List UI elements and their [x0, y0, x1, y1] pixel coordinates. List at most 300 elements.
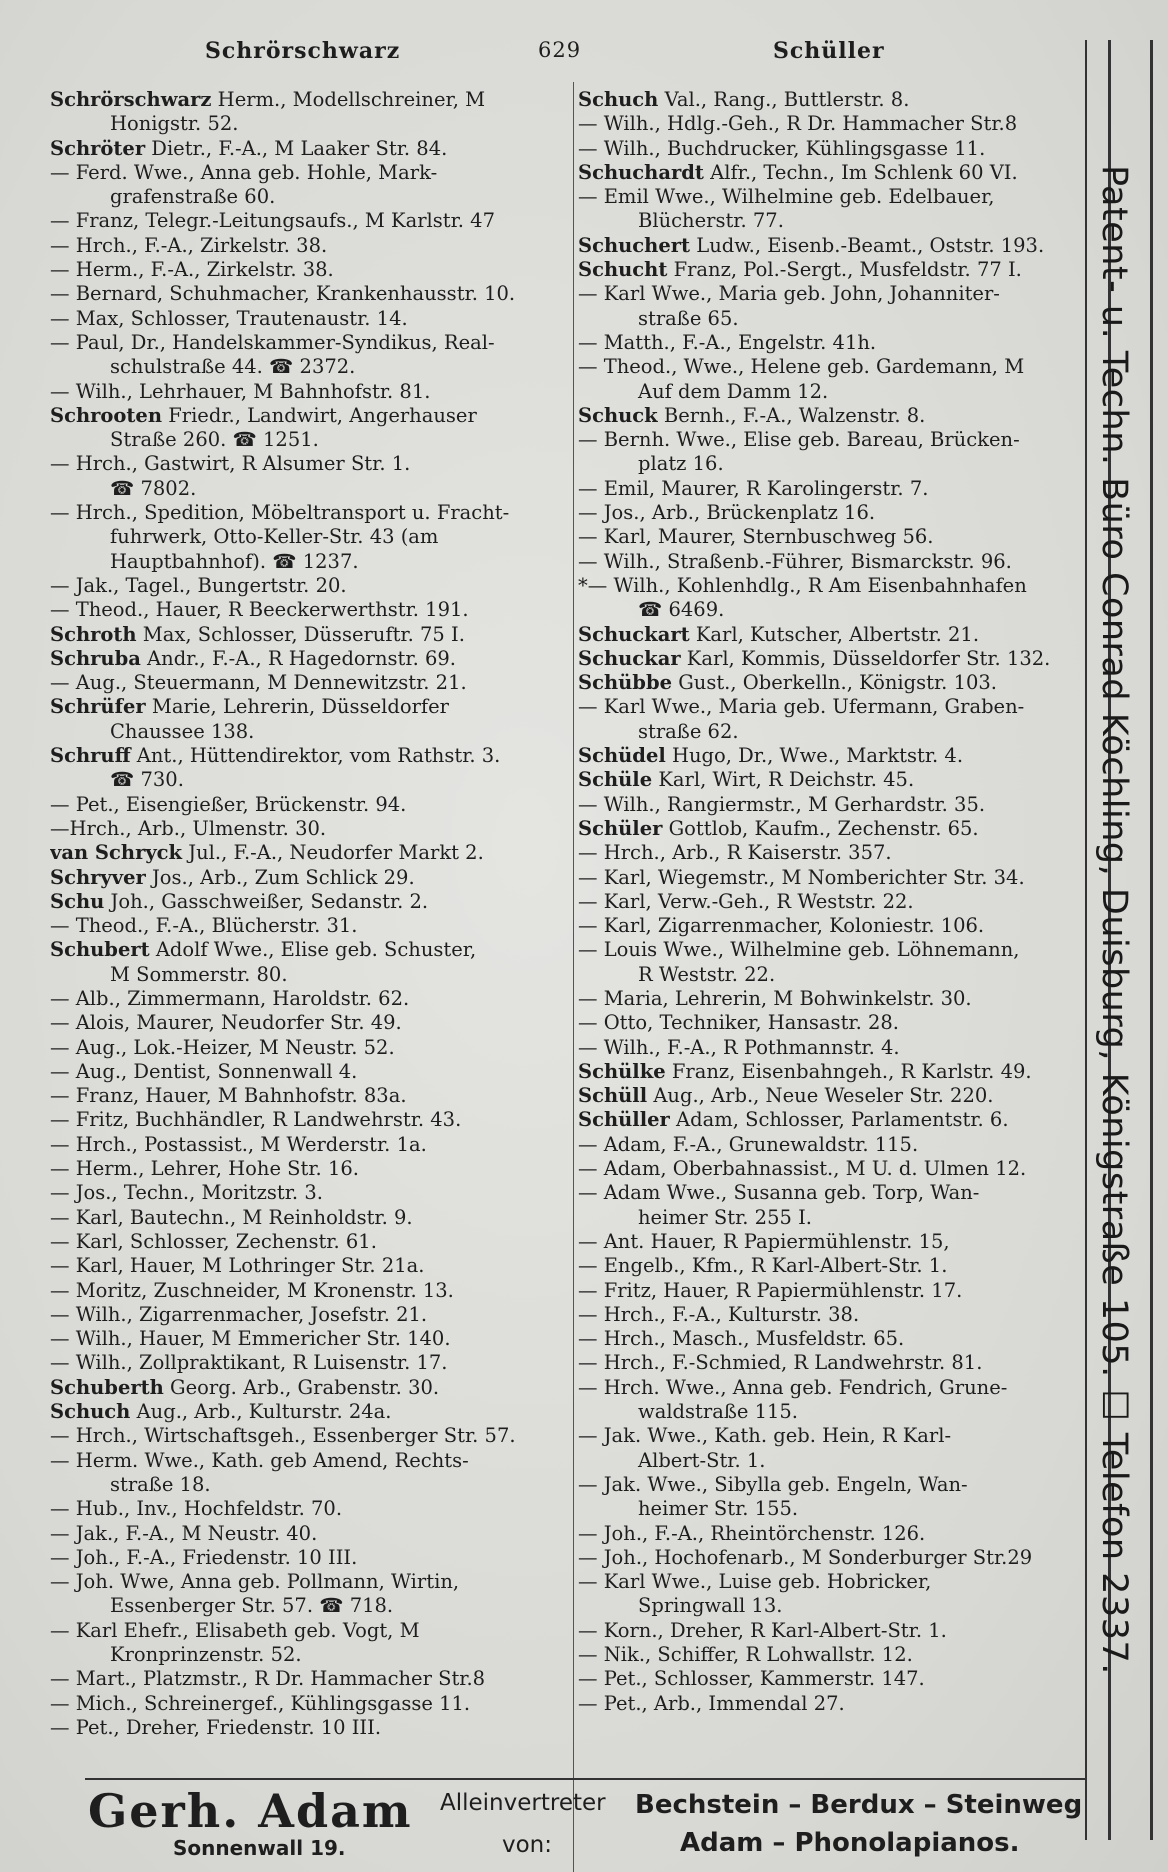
surname-keyword: Schrüfer	[50, 695, 146, 719]
directory-entry-line	[578, 550, 1088, 574]
directory-entry-line	[50, 307, 570, 331]
directory-entry-line	[578, 1279, 1088, 1303]
entry-text: — Karl Wwe., Maria geb. John, Johanniter-	[578, 282, 1000, 306]
entry-text: — Karl Wwe., Maria geb. Ufermann, Graben-	[578, 695, 1025, 719]
entry-text: — Wilh., Hdlg.-Geh., R Dr. Hammacher Str.8	[578, 112, 1018, 136]
directory-entry-line	[50, 1497, 570, 1521]
entry-text: — Wilh., Hauer, M Emmericher Str. 140.	[50, 1327, 451, 1351]
directory-entry-line	[50, 841, 570, 865]
entry-text: Springwall 13.	[638, 1594, 783, 1618]
directory-entry-line	[50, 744, 570, 768]
directory-entry-line	[578, 477, 1088, 501]
entry-text: — Joh., F.-A., Friedenstr. 10 III.	[50, 1545, 358, 1569]
entry-text: — Jak. Wwe., Sibylla geb. Engeln, Wan-	[578, 1472, 968, 1496]
entry-text: Dietr., F.-A., M Laaker Str. 84.	[145, 136, 448, 160]
entry-text: Karl, Wirt, R Deichstr. 45.	[652, 768, 915, 792]
directory-entry-line	[578, 331, 1088, 355]
directory-entry-line	[50, 88, 570, 112]
entry-text: heimer Str. 155.	[638, 1497, 799, 1521]
entry-text: — Hrch., Gastwirt, R Alsumer Str. 1.	[50, 452, 411, 476]
directory-entry-line	[578, 1157, 1088, 1181]
directory-entry-line	[578, 1473, 1088, 1497]
directory-entry-line	[50, 1084, 570, 1108]
entry-text: waldstraße 115.	[638, 1400, 799, 1424]
directory-entry-line	[50, 1133, 570, 1157]
directory-entry-line	[578, 768, 1088, 792]
directory-entry-line	[50, 477, 570, 501]
entry-text: — Adam, Oberbahnassist., M U. d. Ulmen 12.	[578, 1157, 1027, 1181]
directory-entry-line	[578, 841, 1088, 865]
entry-text: — Wilh., Rangiermstr., M Gerhardstr. 35.	[578, 792, 986, 816]
entry-text: — Karl Wwe., Luise geb. Hobricker,	[578, 1570, 932, 1594]
directory-entry-line	[578, 1060, 1088, 1084]
entry-text: — Korn., Dreher, R Karl-Albert-Str. 1.	[578, 1618, 947, 1642]
directory-entry-line	[50, 1473, 570, 1497]
surname-keyword: Schuch	[50, 1400, 131, 1424]
directory-entry-line	[50, 1108, 570, 1132]
entry-text: — Aug., Lok.-Heizer, M Neustr. 52.	[50, 1035, 395, 1059]
surname-keyword: Schrörschwarz	[50, 88, 212, 111]
directory-entry-line	[50, 501, 570, 525]
entry-text: — Alb., Zimmermann, Haroldstr. 62.	[50, 986, 410, 1010]
entry-text: — Karl, Bautechn., M Reinholdstr. 9.	[50, 1205, 413, 1229]
surname-keyword: Schuchardt	[578, 160, 704, 184]
entry-text: Marie, Lehrerin, Düsseldorfer	[145, 695, 449, 719]
entry-text: — Wilh., Buchdrucker, Kühlingsgasse 11.	[578, 136, 986, 160]
entry-text: straße 62.	[638, 719, 739, 743]
directory-entry-line	[578, 1133, 1088, 1157]
entry-text: Essenberger Str. 57. ☎ 718.	[110, 1594, 394, 1618]
entry-text: — Jak. Wwe., Kath. geb. Hein, R Karl-	[578, 1424, 952, 1448]
directory-entry-line	[578, 501, 1088, 525]
directory-entry-line	[578, 671, 1088, 695]
entry-text: R Weststr. 22.	[638, 962, 776, 986]
header-right-keyword: Schüller	[773, 38, 885, 64]
entry-text: — Joh. Wwe, Anna geb. Pollmann, Wirtin,	[50, 1570, 460, 1594]
entry-text: ☎ 7802.	[110, 476, 197, 500]
directory-entry-line	[578, 963, 1088, 987]
directory-entry-line	[578, 1424, 1088, 1448]
surname-keyword: Schruba	[50, 646, 141, 670]
surname-keyword: Schuchert	[578, 233, 691, 257]
directory-entry-line	[578, 209, 1088, 233]
directory-entry-line	[578, 525, 1088, 549]
directory-entry-line	[50, 525, 570, 549]
directory-entry-line	[578, 695, 1088, 719]
entry-text: — Theod., Wwe., Helene geb. Gardemann, M	[578, 355, 1025, 379]
entry-text: — Karl, Zigarrenmacher, Koloniestr. 106.	[578, 914, 985, 938]
entry-text: Auf dem Damm 12.	[638, 379, 829, 403]
directory-entry-line	[578, 1522, 1088, 1546]
directory-entry-line	[578, 380, 1088, 404]
entry-text: ☎ 730.	[110, 768, 184, 792]
directory-entry-line	[578, 137, 1088, 161]
surname-keyword: Schüle	[578, 768, 653, 792]
entry-text: — Bernard, Schuhmacher, Krankenhausstr. 10.	[50, 282, 516, 306]
directory-entry-line	[578, 307, 1088, 331]
entry-text: — Herm., F.-A., Zirkelstr. 38.	[50, 258, 334, 282]
entry-text: — Aug., Dentist, Sonnenwall 4.	[50, 1059, 358, 1083]
entry-text: — Hrch. Wwe., Anna geb. Fendrich, Grune-	[578, 1375, 1008, 1399]
directory-entry-line	[50, 185, 570, 209]
directory-entry-line	[50, 938, 570, 962]
entry-text: — Max, Schlosser, Trautenaustr. 14.	[50, 306, 408, 330]
directory-entry-line	[50, 866, 570, 890]
directory-entry-line	[50, 1011, 570, 1035]
entry-text: — Hrch., Arb., R Kaiserstr. 357.	[578, 841, 892, 865]
entry-text: Aug., Arb., Neue Weseler Str. 220.	[647, 1084, 994, 1108]
entry-text: — Emil Wwe., Wilhelmine geb. Edelbauer,	[578, 185, 995, 209]
entry-text: — Bernh. Wwe., Elise geb. Bareau, Brücken-	[578, 428, 1020, 452]
entry-text: Joh., Gasschweißer, Sedanstr. 2.	[104, 889, 429, 913]
banner-rule	[1085, 40, 1087, 1840]
directory-entry-line	[50, 1351, 570, 1375]
entry-text: Gust., Oberkelln., Königstr. 103.	[672, 671, 997, 695]
entry-text: Jul., F.-A., Neudorfer Markt 2.	[182, 841, 484, 865]
directory-entry-line	[50, 355, 570, 379]
directory-entry-line	[578, 1351, 1088, 1375]
directory-entry-line	[578, 1181, 1088, 1205]
entry-text: — Franz, Hauer, M Bahnhofstr. 83a.	[50, 1084, 407, 1108]
footer-ad-brands-line2: Adam – Phonolapianos.	[680, 1828, 1020, 1858]
directory-entry-line	[50, 768, 570, 792]
directory-entry-line	[50, 1376, 570, 1400]
directory-entry-line	[50, 598, 570, 622]
entry-text: — Hrch., Wirtschaftsgeh., Essenberger Str. 57.	[50, 1424, 516, 1448]
surname-keyword: Schroth	[50, 622, 137, 646]
entry-text: Adam, Schlosser, Parlamentstr. 6.	[669, 1108, 1009, 1132]
entry-text: straße 65.	[638, 306, 739, 330]
directory-entry-line	[50, 282, 570, 306]
directory-entry-line	[578, 355, 1088, 379]
entry-text: Blücherstr. 77.	[638, 209, 784, 233]
entry-text: —Hrch., Arb., Ulmenstr. 30.	[50, 816, 327, 840]
directory-entry-line	[578, 1619, 1088, 1643]
directory-entry-line	[50, 550, 570, 574]
entry-text: Ludw., Eisenb.-Beamt., Oststr. 193.	[690, 233, 1045, 257]
entry-text: — Jak., Tagel., Bungertstr. 20.	[50, 573, 347, 597]
surname-keyword: Schu	[50, 889, 105, 913]
directory-entry-line	[50, 1230, 570, 1254]
entry-text: M Sommerstr. 80.	[110, 962, 288, 986]
entry-text: Albert-Str. 1.	[638, 1448, 766, 1472]
directory-entry-line	[578, 890, 1088, 914]
entry-text: — Matth., F.-A., Engelstr. 41h.	[578, 330, 877, 354]
surname-keyword: Schüdel	[578, 744, 666, 768]
entry-text: Hugo, Dr., Wwe., Marktstr. 4.	[665, 744, 964, 768]
directory-entry-line	[578, 1327, 1088, 1351]
entry-text: — Paul, Dr., Handelskammer-Syndikus, Real-	[50, 330, 495, 354]
entry-text: — Theod., F.-A., Blücherstr. 31.	[50, 914, 358, 938]
entry-text: — Hrch., F.-Schmied, R Landwehrstr. 81.	[578, 1351, 983, 1375]
header-left-keyword: Schrörschwarz	[205, 38, 401, 64]
directory-entry-line	[578, 938, 1088, 962]
entry-text: Herm., Modellschreiner, M	[211, 88, 486, 111]
entry-text: — Karl Ehefr., Elisabeth geb. Vogt, M	[50, 1618, 420, 1642]
entry-text: — Jos., Arb., Brückenplatz 16.	[578, 501, 876, 525]
surname-keyword: Schruff	[50, 744, 131, 768]
directory-entry-line	[578, 88, 1088, 112]
surname-keyword: Schüler	[578, 816, 663, 840]
entry-text: — Engelb., Kfm., R Karl-Albert-Str. 1.	[578, 1254, 948, 1278]
entry-text: — Pet., Dreher, Friedenstr. 10 III.	[50, 1715, 382, 1739]
surname-keyword: Schuberth	[50, 1375, 164, 1399]
entry-text: — Wilh., F.-A., R Pothmannstr. 4.	[578, 1035, 900, 1059]
entry-text: — Wilh., Straßenb.-Führer, Bismarckstr. 96.	[578, 549, 1012, 573]
directory-entry-line	[578, 914, 1088, 938]
directory-entry-line	[50, 695, 570, 719]
entry-text: Honigstr. 52.	[110, 112, 239, 136]
entry-text: Franz, Pol.-Sergt., Musfeldstr. 77 I.	[667, 258, 1022, 282]
surname-keyword: Schübbe	[578, 671, 672, 695]
directory-entry-line	[578, 1084, 1088, 1108]
entry-text: — Mich., Schreinergef., Kühlingsgasse 11.	[50, 1691, 471, 1715]
directory-entry-line	[578, 404, 1088, 428]
entry-text: — Theod., Hauer, R Beeckerwerthstr. 191.	[50, 598, 469, 622]
entry-text: — Adam Wwe., Susanna geb. Torp, Wan-	[578, 1181, 980, 1205]
entry-text: Straße 260. ☎ 1251.	[110, 428, 319, 452]
directory-entry-line	[578, 1594, 1088, 1618]
entry-text: — Otto, Techniker, Hansastr. 28.	[578, 1011, 899, 1035]
directory-entry-line	[578, 623, 1088, 647]
entry-text: schulstraße 44. ☎ 2372.	[110, 355, 356, 379]
directory-entry-line	[578, 185, 1088, 209]
entry-text: — Karl, Maurer, Sternbuschweg 56.	[578, 525, 934, 549]
entry-text: straße 18.	[110, 1472, 211, 1496]
entry-text: — Fritz, Hauer, R Papiermühlenstr. 17.	[578, 1278, 963, 1302]
entry-text: grafenstraße 60.	[110, 185, 276, 209]
entry-text: Karl, Kutscher, Albertstr. 21.	[689, 622, 980, 646]
directory-entry-line	[578, 1570, 1088, 1594]
directory-entry-line	[50, 1692, 570, 1716]
directory-entry-line	[578, 234, 1088, 258]
entry-text: Aug., Arb., Kulturstr. 24a.	[130, 1400, 392, 1424]
directory-entry-line	[50, 331, 570, 355]
directory-entry-line	[578, 598, 1088, 622]
entry-text: — Alois, Maurer, Neudorfer Str. 49.	[50, 1011, 402, 1035]
directory-entry-line	[50, 452, 570, 476]
directory-entry-line	[50, 161, 570, 185]
entry-text: *— Wilh., Kohlenhdlg., R Am Eisenbahnhafen	[578, 573, 1027, 597]
entry-text: — Wilh., Zollpraktikant, R Luisenstr. 17.	[50, 1351, 448, 1375]
surname-keyword: Schucht	[578, 258, 668, 282]
entry-text: — Hub., Inv., Hochfeldstr. 70.	[50, 1497, 343, 1521]
directory-entry-line	[50, 1424, 570, 1448]
footer-ad-address: Sonnenwall 19.	[173, 1836, 346, 1860]
entry-text: ☎ 6469.	[638, 598, 725, 622]
directory-entry-line	[50, 380, 570, 404]
entry-text: — Hrch., Postassist., M Werderstr. 1a.	[50, 1132, 427, 1156]
directory-entry-line	[50, 1036, 570, 1060]
entry-text: Karl, Kommis, Düsseldorfer Str. 132.	[680, 646, 1051, 670]
directory-entry-line	[578, 112, 1088, 136]
directory-entry-line	[578, 987, 1088, 1011]
entry-text: — Pet., Arb., Immendal 27.	[578, 1691, 845, 1715]
entry-text: — Hrch., F.-A., Kulturstr. 38.	[578, 1302, 860, 1326]
directory-entry-line	[50, 623, 570, 647]
directory-entry-line	[578, 1108, 1088, 1132]
directory-entry-line	[578, 817, 1088, 841]
directory-entry-line	[50, 963, 570, 987]
footer-ad-brands-line1: Bechstein – Berdux – Steinweg	[635, 1790, 1083, 1820]
entry-text: — Ant. Hauer, R Papiermühlenstr. 15,	[578, 1229, 950, 1253]
directory-entry-line	[578, 574, 1088, 598]
directory-entry-line	[50, 1667, 570, 1691]
directory-entry-line	[578, 1667, 1088, 1691]
directory-entry-line	[50, 1400, 570, 1424]
directory-entry-line	[578, 1692, 1088, 1716]
surname-keyword: Schröter	[50, 136, 146, 160]
directory-entry-line	[50, 404, 570, 428]
directory-entry-line	[50, 1157, 570, 1181]
directory-entry-line	[50, 987, 570, 1011]
entry-text: — Adam, F.-A., Grunewaldstr. 115.	[578, 1132, 919, 1156]
directory-entry-line	[578, 258, 1088, 282]
directory-entry-line	[578, 720, 1088, 744]
entry-text: — Hrch., Spedition, Möbeltransport u. Fracht-	[50, 501, 510, 525]
entry-text: — Hrch., Masch., Musfeldstr. 65.	[578, 1327, 905, 1351]
directory-entry-line	[50, 209, 570, 233]
directory-entry-line	[50, 793, 570, 817]
surname-keyword: Schuck	[578, 403, 658, 427]
entry-text: — Jak., F.-A., M Neustr. 40.	[50, 1521, 318, 1545]
entry-text: — Karl, Verw.-Geh., R Weststr. 22.	[578, 889, 914, 913]
surname-keyword: Schuckar	[578, 646, 681, 670]
footer-ad-name: Gerh. Adam	[88, 1784, 413, 1838]
entry-text: — Wilh., Zigarrenmacher, Josefstr. 21.	[50, 1302, 428, 1326]
entry-text: — Pet., Schlosser, Kammerstr. 147.	[578, 1667, 925, 1691]
directory-entry-line	[50, 1594, 570, 1618]
entry-text: Adolf Wwe., Elise geb. Schuster,	[149, 938, 477, 962]
entry-text: — Fritz, Buchhändler, R Landwehrstr. 43.	[50, 1108, 462, 1132]
directory-entry-line	[578, 161, 1088, 185]
directory-entry-line	[50, 1449, 570, 1473]
entry-text: — Emil, Maurer, R Karolingerstr. 7.	[578, 476, 929, 500]
directory-entry-line	[50, 1181, 570, 1205]
entry-text: — Nik., Schiffer, R Lohwallstr. 12.	[578, 1643, 913, 1666]
directory-entry-line	[578, 647, 1088, 671]
entry-text: Ant., Hüttendirektor, vom Rathstr. 3.	[130, 744, 501, 768]
entry-text: — Aug., Steuermann, M Dennewitzstr. 21.	[50, 671, 467, 695]
entry-text: Friedr., Landwirt, Angerhauser	[162, 403, 477, 427]
directory-entry-line	[50, 137, 570, 161]
entry-text: platz 16.	[638, 452, 724, 476]
entry-text: Max, Schlosser, Düsseruftr. 75 I.	[136, 622, 465, 646]
directory-entry-line	[50, 1643, 570, 1667]
surname-keyword: Schubert	[50, 938, 150, 962]
directory-entry-line	[578, 1303, 1088, 1327]
directory-entry-line	[578, 1011, 1088, 1035]
directory-entry-line	[578, 1254, 1088, 1278]
directory-entry-line	[50, 1570, 570, 1594]
directory-entry-line	[50, 1546, 570, 1570]
directory-entry-line	[50, 1716, 570, 1740]
entry-text: — Maria, Lehrerin, M Bohwinkelstr. 30.	[578, 986, 972, 1010]
directory-entry-line	[50, 890, 570, 914]
directory-entry-line	[50, 1303, 570, 1327]
entry-text: Franz, Eisenbahngeh., R Karlstr. 49.	[665, 1059, 1032, 1083]
entry-text: — Louis Wwe., Wilhelmine geb. Löhnemann,	[578, 938, 1020, 962]
entry-text: — Joh., Hochofenarb., M Sonderburger Str.29	[578, 1545, 1033, 1569]
directory-entry-line	[50, 817, 570, 841]
entry-text: — Karl, Schlosser, Zechenstr. 61.	[50, 1229, 377, 1253]
entry-text: — Hrch., F.-A., Zirkelstr. 38.	[50, 233, 328, 257]
footer-rule	[85, 1778, 1085, 1780]
directory-entry-line	[578, 1230, 1088, 1254]
directory-entry-line	[50, 914, 570, 938]
directory-entry-line	[50, 234, 570, 258]
page-number: 629	[538, 38, 582, 62]
directory-entry-line	[578, 1449, 1088, 1473]
entry-text: — Franz, Telegr.-Leitungsaufs., M Karlstr. 47	[50, 209, 495, 233]
directory-entry-line	[50, 1619, 570, 1643]
entry-text: Andr., F.-A., R Hagedornstr. 69.	[140, 646, 456, 670]
entry-text: Kronprinzenstr. 52.	[110, 1643, 302, 1666]
entry-text: Jos., Arb., Zum Schlick 29.	[145, 865, 415, 889]
directory-entry-line	[578, 1036, 1088, 1060]
directory-entry-line	[50, 1254, 570, 1278]
directory-entry-line	[50, 574, 570, 598]
directory-entry-line	[50, 647, 570, 671]
entry-text: — Karl, Wiegemstr., M Nomberichter Str. 34.	[578, 865, 1025, 889]
directory-entry-line	[50, 1060, 570, 1084]
directory-entry-line	[578, 1376, 1088, 1400]
directory-entry-line	[50, 1206, 570, 1230]
entry-text: Gottlob, Kaufm., Zechenstr. 65.	[662, 816, 979, 840]
entry-text: — Wilh., Lehrhauer, M Bahnhofstr. 81.	[50, 379, 431, 403]
directory-entry-line	[50, 720, 570, 744]
directory-entry-line	[578, 744, 1088, 768]
directory-entry-line	[578, 452, 1088, 476]
surname-keyword: Schülke	[578, 1059, 666, 1083]
footer-ad-representative: Alleinvertreter	[440, 1790, 606, 1816]
entry-text: — Ferd. Wwe., Anna geb. Hohle, Mark-	[50, 160, 438, 184]
directory-entry-line	[578, 866, 1088, 890]
left-column	[50, 88, 570, 1740]
directory-entry-line	[50, 258, 570, 282]
entry-text: — Herm., Lehrer, Hohe Str. 16.	[50, 1157, 359, 1181]
directory-entry-line	[578, 1206, 1088, 1230]
side-advertisement: Patent- u. Techn. Büro Conrad Köchling, Duisburg, Königstraße 105. ☐ Telefon 2337.	[1094, 165, 1134, 1675]
directory-entry-line	[578, 1546, 1088, 1570]
directory-entry-line	[578, 282, 1088, 306]
directory-entry-line	[50, 428, 570, 452]
entry-text: — Mart., Platzmstr., R Dr. Hammacher Str.8	[50, 1667, 486, 1691]
right-column	[578, 88, 1088, 1716]
directory-entry-line	[578, 1497, 1088, 1521]
directory-entry-line	[50, 1522, 570, 1546]
surname-keyword: Schuckart	[578, 622, 690, 646]
entry-text: — Moritz, Zuschneider, M Kronenstr. 13.	[50, 1278, 454, 1302]
surname-keyword: Schüll	[578, 1084, 648, 1108]
footer-ad-from: von:	[502, 1832, 553, 1858]
directory-entry-line	[50, 112, 570, 136]
entry-text: Hauptbahnhof). ☎ 1237.	[110, 549, 359, 573]
surname-keyword: Schuch	[578, 88, 659, 111]
directory-entry-line	[50, 1279, 570, 1303]
column-divider	[573, 82, 574, 1872]
entry-text: Georg. Arb., Grabenstr. 30.	[163, 1375, 440, 1399]
entry-text: Bernh., F.-A., Walzenstr. 8.	[657, 403, 926, 427]
surname-keyword: Schrooten	[50, 403, 163, 427]
entry-text: Val., Rang., Buttlerstr. 8.	[658, 88, 910, 111]
surname-keyword: van Schryck	[50, 841, 183, 865]
entry-text: — Joh., F.-A., Rheintörchenstr. 126.	[578, 1521, 926, 1545]
directory-entry-line	[578, 793, 1088, 817]
entry-text: — Jos., Techn., Moritzstr. 3.	[50, 1181, 323, 1205]
entry-text: Chaussee 138.	[110, 719, 255, 743]
entry-text: — Karl, Hauer, M Lothringer Str. 21a.	[50, 1254, 425, 1278]
